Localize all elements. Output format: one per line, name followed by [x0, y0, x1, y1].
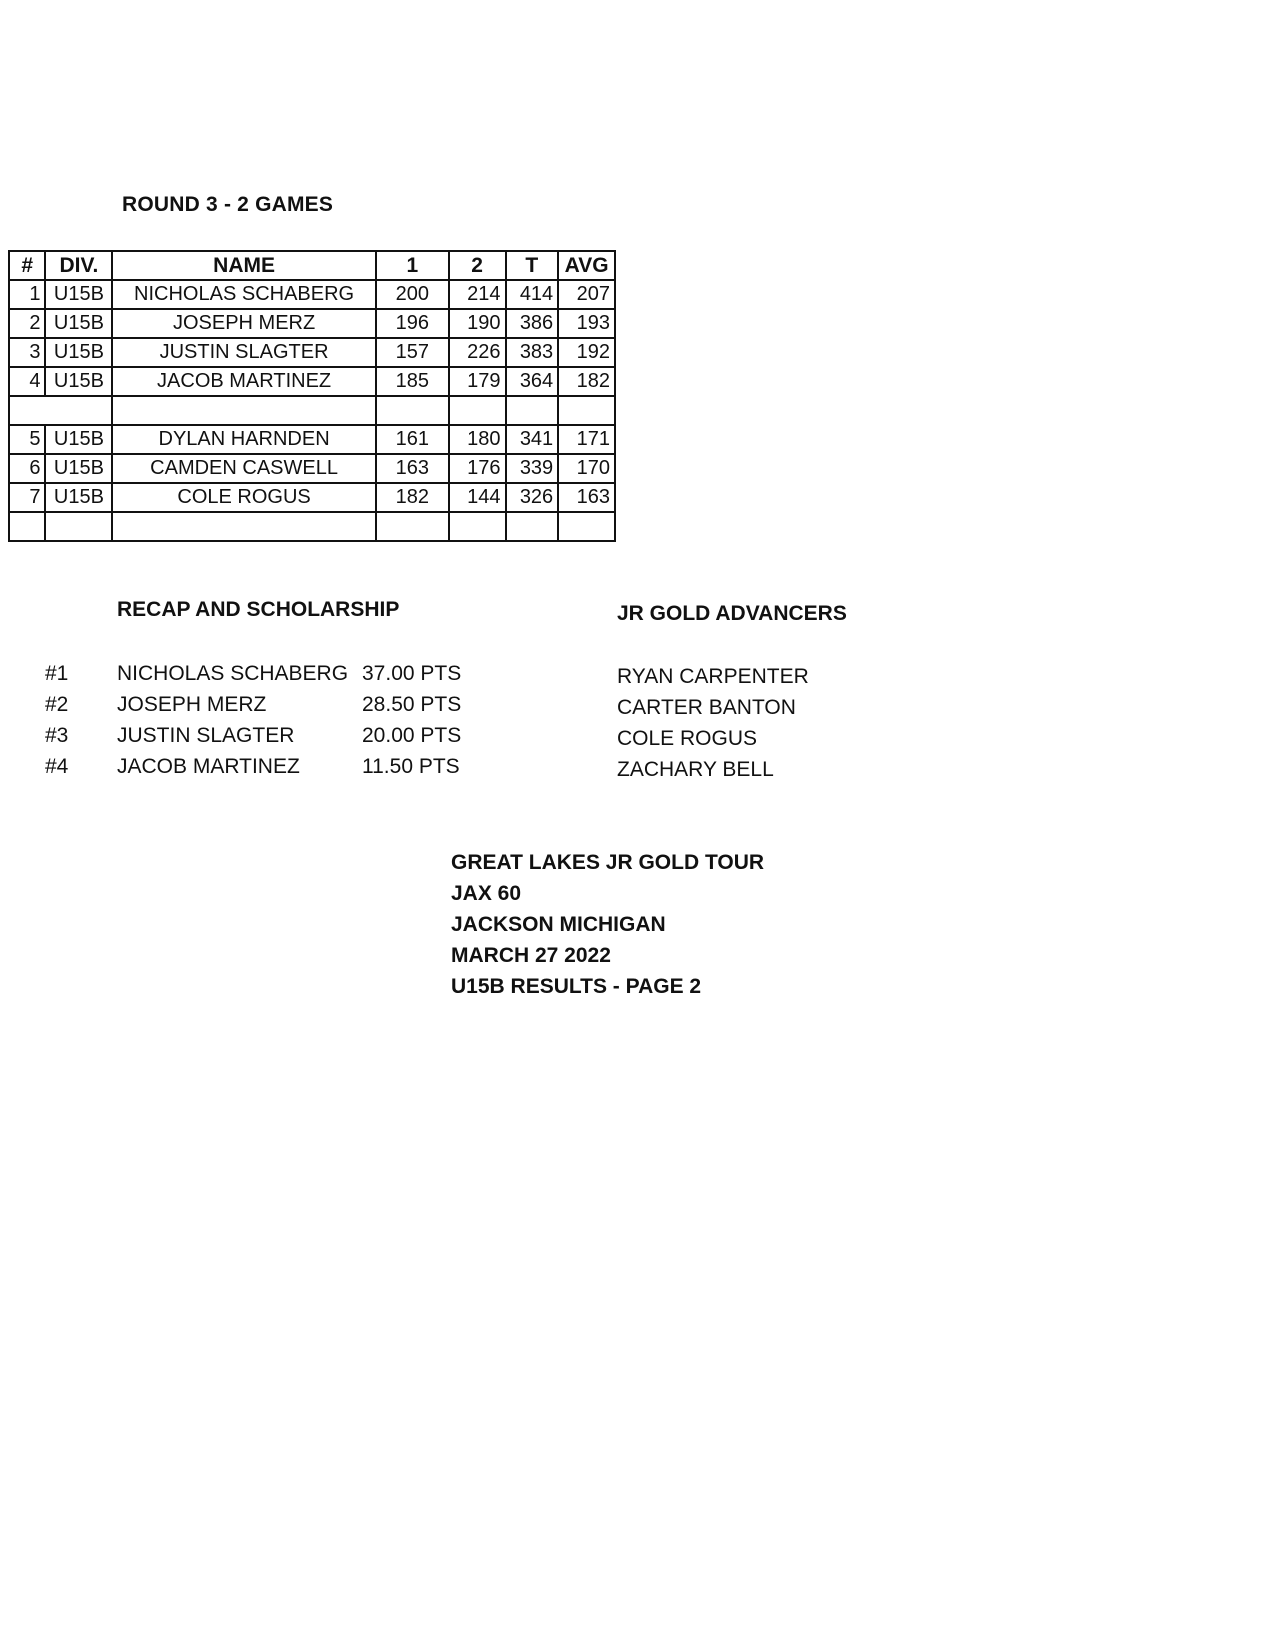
row-game2: 176 [449, 454, 506, 483]
advancers-title: JR GOLD ADVANCERS [617, 602, 847, 625]
row-rank: 3 [9, 338, 45, 367]
empty-cell [9, 512, 45, 541]
advancer-name: RYAN CARPENTER [617, 665, 809, 688]
recap-title: RECAP AND SCHOLARSHIP [117, 598, 400, 621]
recap-points: 11.50 PTS [362, 755, 460, 778]
col-header-game1: 1 [376, 251, 449, 280]
recap-name: JACOB MARTINEZ [117, 755, 300, 778]
row-game2: 180 [449, 425, 506, 454]
row-average: 207 [558, 280, 615, 309]
row-name: DYLAN HARNDEN [112, 425, 375, 454]
row-division: U15B [45, 367, 112, 396]
row-name: COLE ROGUS [112, 483, 375, 512]
row-division: U15B [45, 280, 112, 309]
empty-cell [449, 512, 506, 541]
row-average: 192 [558, 338, 615, 367]
recap-points: 20.00 PTS [362, 724, 462, 747]
row-division: U15B [45, 454, 112, 483]
list-item [45, 751, 482, 782]
row-rank: 4 [9, 367, 45, 396]
empty-cell [558, 396, 615, 425]
row-game1: 185 [376, 367, 449, 396]
row-average: 182 [558, 367, 615, 396]
row-total: 341 [506, 425, 559, 454]
row-average: 163 [558, 483, 615, 512]
tour-name: GREAT LAKES JR GOLD TOUR [451, 851, 765, 874]
empty-cell [506, 512, 559, 541]
col-header-total: T [506, 251, 559, 280]
row-game1: 182 [376, 483, 449, 512]
row-name: NICHOLAS SCHABERG [112, 280, 375, 309]
row-game2: 214 [449, 280, 506, 309]
recap-name: NICHOLAS SCHABERG [117, 662, 349, 685]
row-division: U15B [45, 425, 112, 454]
row-rank: 1 [9, 280, 45, 309]
recap-rank: #2 [45, 693, 69, 716]
row-total: 383 [506, 338, 559, 367]
event-location: JACKSON MICHIGAN [451, 913, 666, 936]
event-name: JAX 60 [451, 882, 522, 905]
recap-points: 28.50 PTS [362, 693, 462, 716]
empty-cell [558, 512, 615, 541]
row-division: U15B [45, 309, 112, 338]
table-row [9, 309, 615, 338]
row-name: CAMDEN CASWELL [112, 454, 375, 483]
row-game1: 196 [376, 309, 449, 338]
list-item [45, 658, 482, 689]
col-header-name: NAME [112, 251, 375, 280]
row-game1: 161 [376, 425, 449, 454]
row-rank: 2 [9, 309, 45, 338]
row-rank: 6 [9, 454, 45, 483]
row-total: 339 [506, 454, 559, 483]
row-total: 386 [506, 309, 559, 338]
advancer-name: CARTER BANTON [617, 696, 796, 719]
empty-row [9, 396, 615, 425]
col-header-avg: AVG [558, 251, 615, 280]
results-table [8, 250, 616, 542]
event-info [451, 847, 764, 1002]
row-division: U15B [45, 338, 112, 367]
row-game2: 226 [449, 338, 506, 367]
recap-rank: #1 [45, 662, 69, 685]
table-row [9, 280, 615, 309]
table-row [9, 425, 615, 454]
event-date: MARCH 27 2022 [451, 944, 611, 967]
list-item [45, 720, 482, 751]
advancer-name: ZACHARY BELL [617, 758, 774, 781]
row-game1: 200 [376, 280, 449, 309]
row-game1: 157 [376, 338, 449, 367]
empty-cell [449, 396, 506, 425]
empty-cell [112, 512, 375, 541]
row-rank: 7 [9, 483, 45, 512]
row-average: 193 [558, 309, 615, 338]
empty-row [9, 512, 615, 541]
row-total: 364 [506, 367, 559, 396]
row-name: JOSEPH MERZ [112, 309, 375, 338]
empty-cell [506, 396, 559, 425]
recap-list [45, 658, 482, 782]
empty-cell [112, 396, 375, 425]
page-label: U15B RESULTS - PAGE 2 [451, 975, 702, 998]
advancer-name: COLE ROGUS [617, 727, 758, 750]
recap-name: JOSEPH MERZ [117, 693, 267, 716]
row-total: 326 [506, 483, 559, 512]
empty-cell [9, 396, 112, 425]
row-average: 170 [558, 454, 615, 483]
col-header-game2: 2 [449, 251, 506, 280]
table-row [9, 454, 615, 483]
row-rank: 5 [9, 425, 45, 454]
row-division: U15B [45, 483, 112, 512]
table-row [9, 338, 615, 367]
recap-name: JUSTIN SLAGTER [117, 724, 295, 747]
empty-cell [376, 396, 449, 425]
row-game2: 179 [449, 367, 506, 396]
empty-cell [45, 512, 112, 541]
recap-rank: #3 [45, 724, 69, 747]
recap-rank: #4 [45, 755, 69, 778]
advancers-list [617, 661, 809, 785]
col-header-rank: # [9, 251, 45, 280]
row-game2: 144 [449, 483, 506, 512]
empty-cell [376, 512, 449, 541]
table-row [9, 483, 615, 512]
col-header-div: DIV. [45, 251, 112, 280]
row-name: JACOB MARTINEZ [112, 367, 375, 396]
table-header-row [9, 251, 615, 280]
list-item [45, 689, 482, 720]
row-game1: 163 [376, 454, 449, 483]
row-name: JUSTIN SLAGTER [112, 338, 375, 367]
row-total: 414 [506, 280, 559, 309]
round-title: ROUND 3 - 2 GAMES [122, 193, 334, 216]
table-row [9, 367, 615, 396]
row-average: 171 [558, 425, 615, 454]
row-game2: 190 [449, 309, 506, 338]
recap-points: 37.00 PTS [362, 662, 462, 685]
